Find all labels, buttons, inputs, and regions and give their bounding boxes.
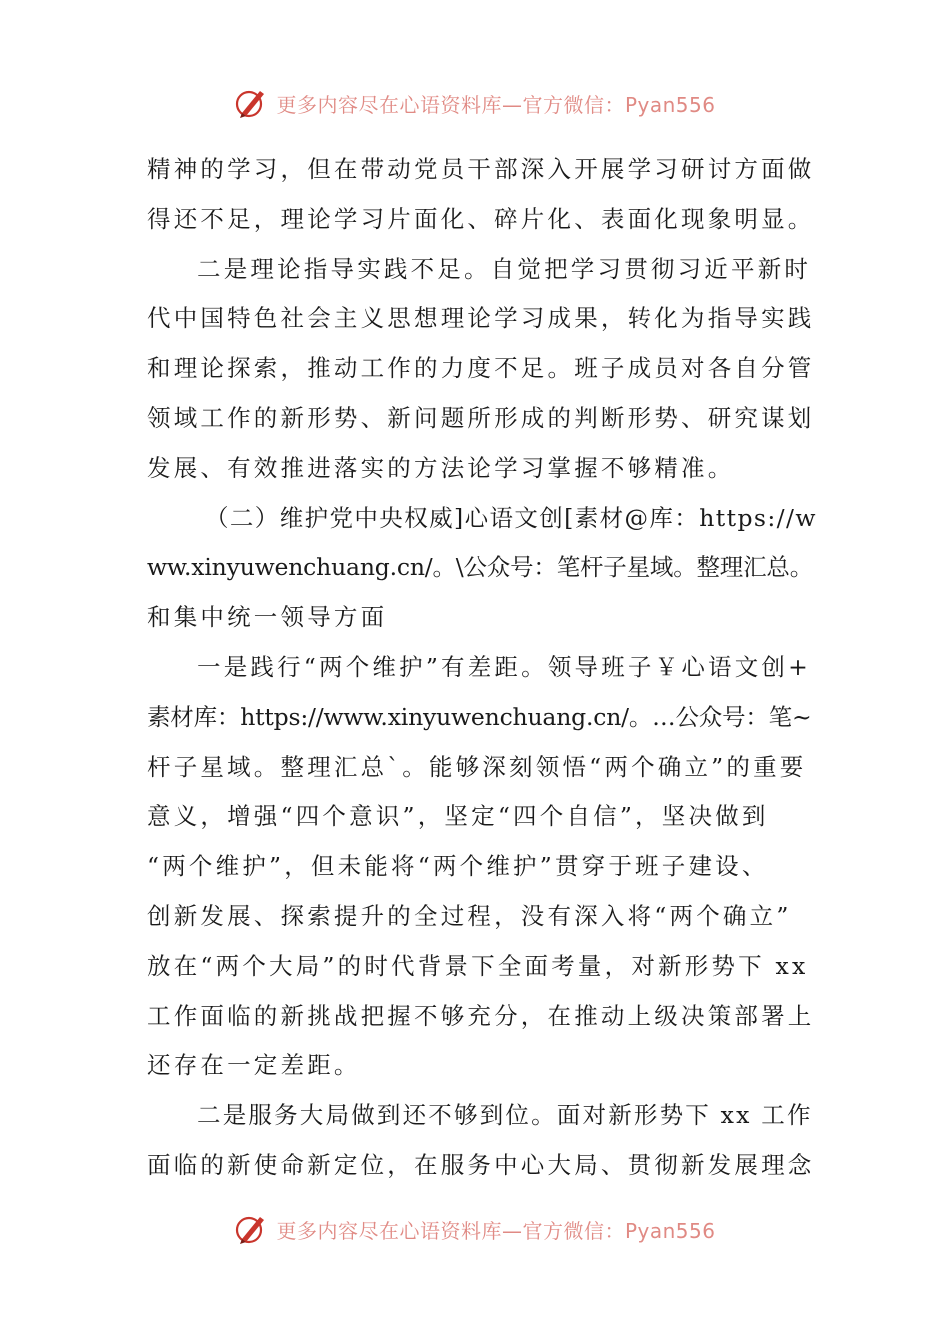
text-line: 得还不足，理论学习片面化、碎片化、表面化现象明显。: [147, 204, 815, 233]
watermark-text: 更多内容尽在心语资料库—官方微信：Pyan556: [276, 1218, 716, 1243]
watermark-text: 更多内容尽在心语资料库—官方微信：Pyan556: [276, 92, 716, 117]
text-line: 工作面临的新挑战把握不够充分，在推动上级决策部署上: [147, 1001, 815, 1030]
text-line: “两个维护”，但未能将“两个维护”贯穿于班子建设、: [147, 852, 769, 881]
text-line: 意义，增强“四个意识”，坚定“四个自信”，坚决做到: [147, 802, 769, 831]
text-line: 放在“两个大局”的时代背景下全面考量，对新形势下 xx: [147, 951, 809, 980]
text-line: 创新发展、探索提升的全过程，没有深入将“两个确立”: [147, 901, 792, 930]
text-line: 代中国特色社会主义思想理论学习成果，转化为指导实践: [147, 304, 815, 333]
text-line: 杆子星域。整理汇总`。能够深刻领悟“两个确立”的重要: [147, 752, 807, 781]
document-body: [147, 145, 817, 1191]
footer-watermark: [0, 1209, 950, 1249]
text-line: 和理论探索，推动工作的力度不足。班子成员对各自分管: [147, 354, 815, 383]
text-line: 素材库：https://www.xinyuwenchuang.cn/。…公众号：笔~: [147, 702, 812, 731]
pen-logo-icon: [234, 1211, 270, 1247]
text-line: （二）维护党中央权威]心语文创[素材@库：https://w: [205, 503, 817, 532]
text-line: 精神的学习，但在带动党员干部深入开展学习研讨方面做: [147, 155, 815, 183]
text-line: 一是践行“两个维护”有差距。领导班子￥心语文创+: [197, 652, 812, 681]
text-line: 二是服务大局做到还不够到位。面对新形势下 xx 工作: [197, 1101, 813, 1130]
text-line: 发展、有效推进落实的方法论学习掌握不够精准。: [147, 453, 735, 482]
text-line: ww.xinyuwenchuang.cn/。\公众号：笔杆子星域。整理汇总。: [147, 553, 814, 582]
text-line: 还存在一定差距。: [147, 1051, 361, 1080]
text-line: 领域工作的新形势、新问题所形成的判断形势、研究谋划: [147, 403, 815, 432]
header-watermark: [0, 83, 950, 123]
text-line: 面临的新使命新定位，在服务中心大局、贯彻新发展理念: [147, 1150, 815, 1179]
text-line: 二是理论指导实践不足。自觉把学习贯彻习近平新时: [197, 254, 812, 283]
pen-logo-icon: [234, 85, 270, 121]
text-line: 和集中统一领导方面: [147, 603, 388, 632]
